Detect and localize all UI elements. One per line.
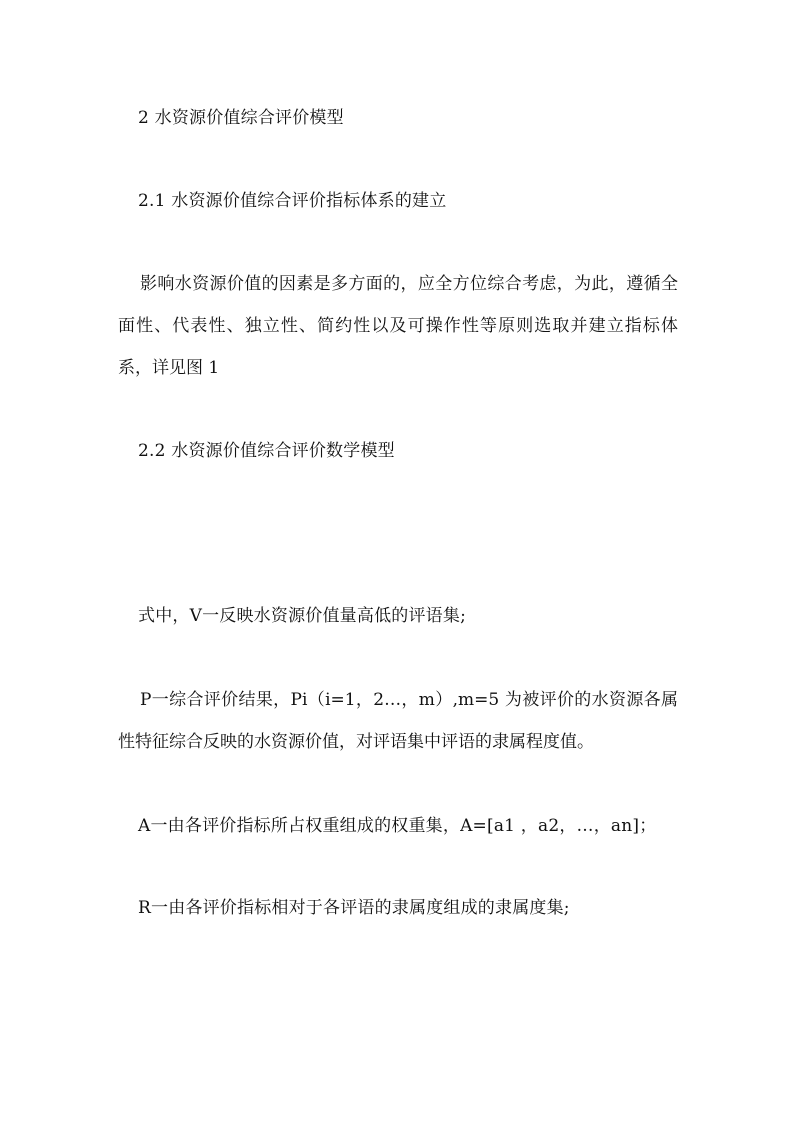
paragraph-index-system: 影响水资源价值的因素是多方面的，应全方位综合考虑，为此，遵循全面性、代表性、独立性、简约性以及可操作性等原则选取并建立指标体系，详见图 1	[118, 274, 678, 378]
section-heading-2: 2 水资源价值综合评价模型	[138, 108, 344, 128]
definition-r: R一由各评价指标相对于各评语的隶属度组成的隶属度集;	[138, 898, 570, 918]
definition-a: A一由各评价指标所占权重组成的权重集，A=[a1 ，a2，…，an]；	[138, 816, 657, 836]
definition-v: 式中，V一反映水资源价值量高低的评语集;	[138, 606, 467, 626]
section-heading-2-2: 2.2 水资源价值综合评价数学模型	[138, 441, 395, 461]
definition-p: P一综合评价结果，Pi（i=1，2…，m）,m=5 为被评价的水资源各属性特征综合反映的水资源价值，对评语集中评语的隶属程度值。	[118, 690, 678, 752]
section-heading-2-1: 2.1 水资源价值综合评价指标体系的建立	[138, 191, 447, 211]
